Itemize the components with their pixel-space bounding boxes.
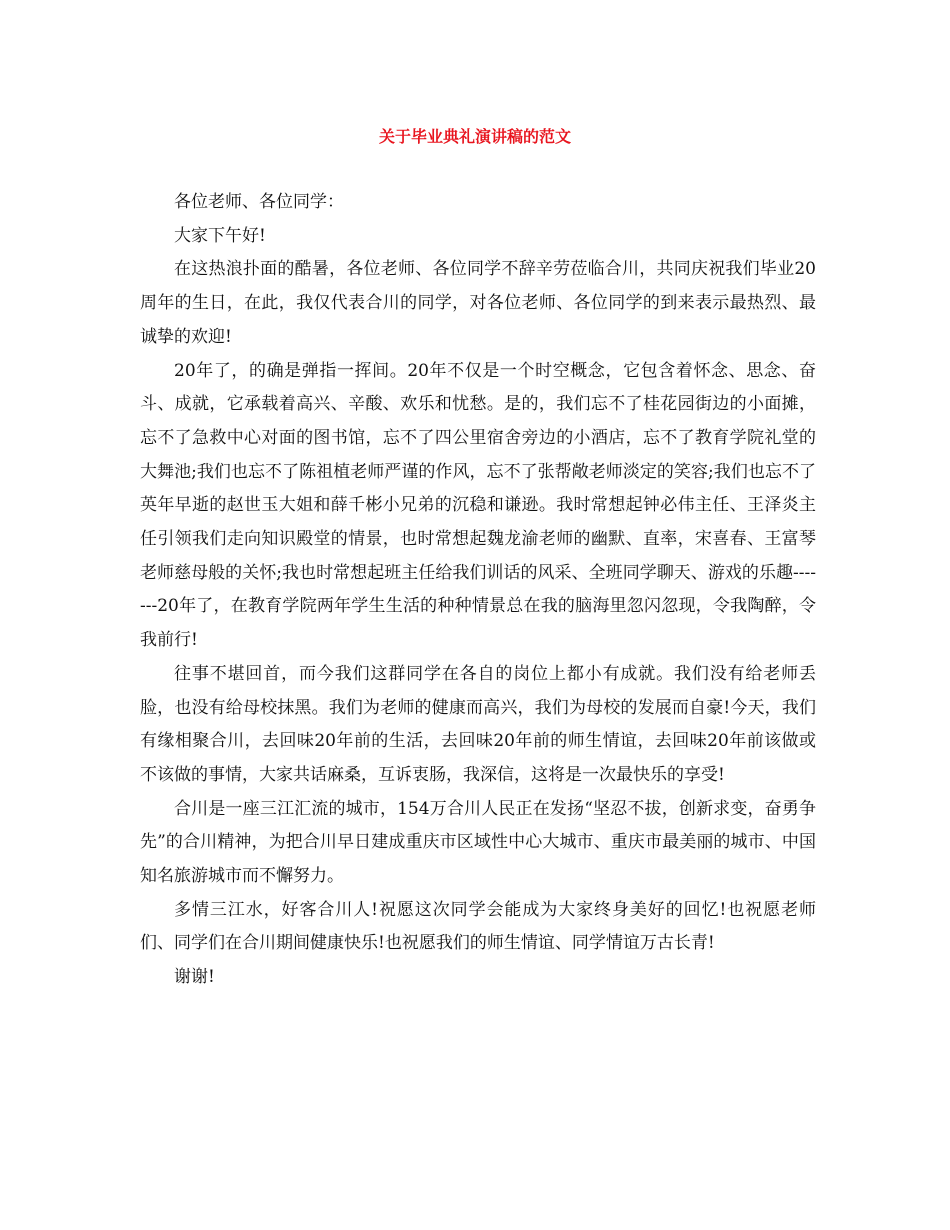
greeting: 大家下午好!	[174, 225, 266, 246]
paragraph-memories: 20年了，的确是弹指一挥间。20年不仅是一个时空概念，它包含着怀念、思念、奋斗、成就，它承载着高兴、辛酸、欢乐和忧愁。是的，我们忘不了桂花园街边的小面摊，忘不了急救中心对面的图书馆，忘不了四公里宿舍旁边的小酒店，忘不了教育学院礼堂的大舞池;我们也忘不了陈祖植老师严谨的作风，忘不了张帮敞老师淡定的笑容;我们也忘不了英年早逝的赵世玉大姐和薛千彬小兄弟的沉稳和谦逊。我时常想起钟必伟主任、王泽炎主任引领我们走向知识殿堂的情景，也时常想起魏龙渝老师的幽默、直率，宋喜春、王富琴老师慈母般的关怀;我也时常想起班主任给我们训话的风采、全班同学聊天、游戏的乐趣-------20年了，在教育学院两年学生生活的种种情景总在我的脑海里忽闪忽现，令我陶醉，令我前行!	[140, 360, 816, 651]
paragraph-achievements: 往事不堪回首，而今我们这群同学在各自的岗位上都小有成就。我们没有给老师丢脸，也没有给母校抹黑。我们为老师的健康而高兴，我们为母校的发展而自豪!今天，我们有缘相聚合川，去回味20年前的生活，去回味20年前的师生情谊，去回味20年前该做或不该做的事情，大家共话麻桑，互诉衷肠，我深信，这将是一次最快乐的享受!	[140, 663, 816, 785]
document-title: 关于毕业典礼演讲稿的范文	[378, 127, 571, 146]
closing-thanks: 谢谢!	[174, 967, 215, 988]
paragraph-hechuan: 合川是一座三江汇流的城市，154万合川人民正在发扬“坚忍不拔，创新求变，奋勇争先”的合川精神，为把合川早日建成重庆市区域性中心大城市、重庆市最美丽的城市、中国知名旅游城市而不懈努力。	[140, 798, 816, 887]
salutation: 各位老师、各位同学：	[174, 192, 344, 212]
document-body	[140, 186, 816, 995]
paragraph-welcome: 在这热浪扑面的酷暑，各位老师、各位同学不辞辛劳莅临合川，共同庆祝我们毕业20周年的生日，在此，我仅代表合川的同学，对各位老师、各位同学的到来表示最热烈、最诚挚的欢迎!	[140, 259, 816, 347]
paragraph-wishes: 多情三江水，好客合川人!祝愿这次同学会能成为大家终身美好的回忆!也祝愿老师们、同学们在合川期间健康快乐!也祝愿我们的师生情谊、同学情谊万古长青!	[140, 899, 816, 954]
